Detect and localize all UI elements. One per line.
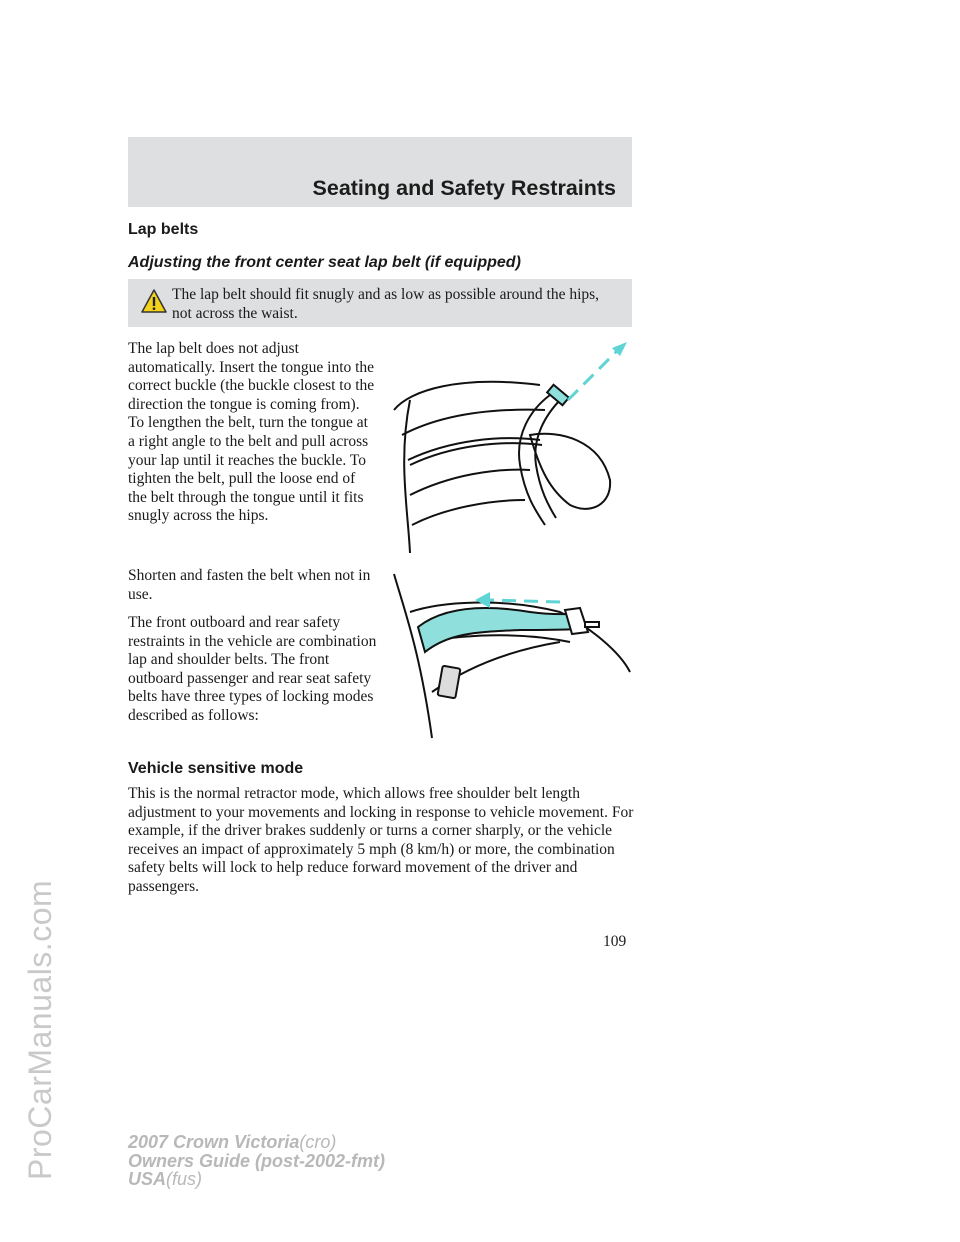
heading-vehicle-sensitive-mode: Vehicle sensitive mode bbox=[128, 760, 304, 777]
warning-triangle-icon bbox=[141, 288, 167, 314]
lap-belt-fasten-illustration bbox=[380, 572, 632, 740]
section-header-band bbox=[128, 137, 632, 207]
paragraph-lap-belt-adjust: The lap belt does not adjust automatically. Insert the tongue into the correct buckle (the buckle closest to the direction the tongue is coming from). To lengthen the belt, turn the tongue at a right angle to the belt and pull across your lap until it reaches the buckle. To tighten the belt, pull the loose end of the belt through the tongue until it fits snugly across the hips. bbox=[128, 340, 375, 525]
heading-adjusting-lap-belt: Adjusting the front center seat lap belt (if equipped) bbox=[128, 254, 521, 271]
site-watermark: ProCarManuals.com bbox=[22, 879, 58, 1180]
paragraph-locking-modes: The front outboard and rear safety restraints in the vehicle are combination lap and shoulder belts. The front outboard passenger and rear seat safety belts have three types of locking modes described as follows: bbox=[128, 614, 377, 724]
footer-region-code: (fus) bbox=[166, 1169, 203, 1189]
paragraph-vehicle-sensitive-mode: This is the normal retractor mode, which allows free shoulder belt length adjustment to your movements and locking in response to vehicle movement. For example, if the driver brakes suddenly or turns a corner sharply, or the vehicle receives an impact of approximately 5 mph (8 km/h) or more, the combination safety belts will lock to help reduce forward movement of the driver and passengers. bbox=[128, 785, 634, 895]
warning-text: The lap belt should fit snugly and as low as possible around the hips, not across the waist. bbox=[172, 286, 600, 322]
warning-box bbox=[128, 279, 632, 327]
page-number: 109 bbox=[603, 933, 627, 950]
heading-lap-belts: Lap belts bbox=[128, 221, 199, 238]
section-title: Seating and Safety Restraints bbox=[312, 176, 616, 200]
document-footer bbox=[128, 1133, 385, 1189]
footer-model: 2007 Crown Victoria bbox=[128, 1132, 300, 1152]
footer-region: USA bbox=[128, 1169, 167, 1189]
lap-belt-lengthen-illustration bbox=[380, 340, 632, 555]
paragraph-shorten-belt: Shorten and fasten the belt when not in use. bbox=[128, 567, 371, 603]
footer-model-code: (cro) bbox=[299, 1132, 337, 1152]
footer-guide: Owners Guide (post-2002-fmt) bbox=[128, 1150, 386, 1171]
